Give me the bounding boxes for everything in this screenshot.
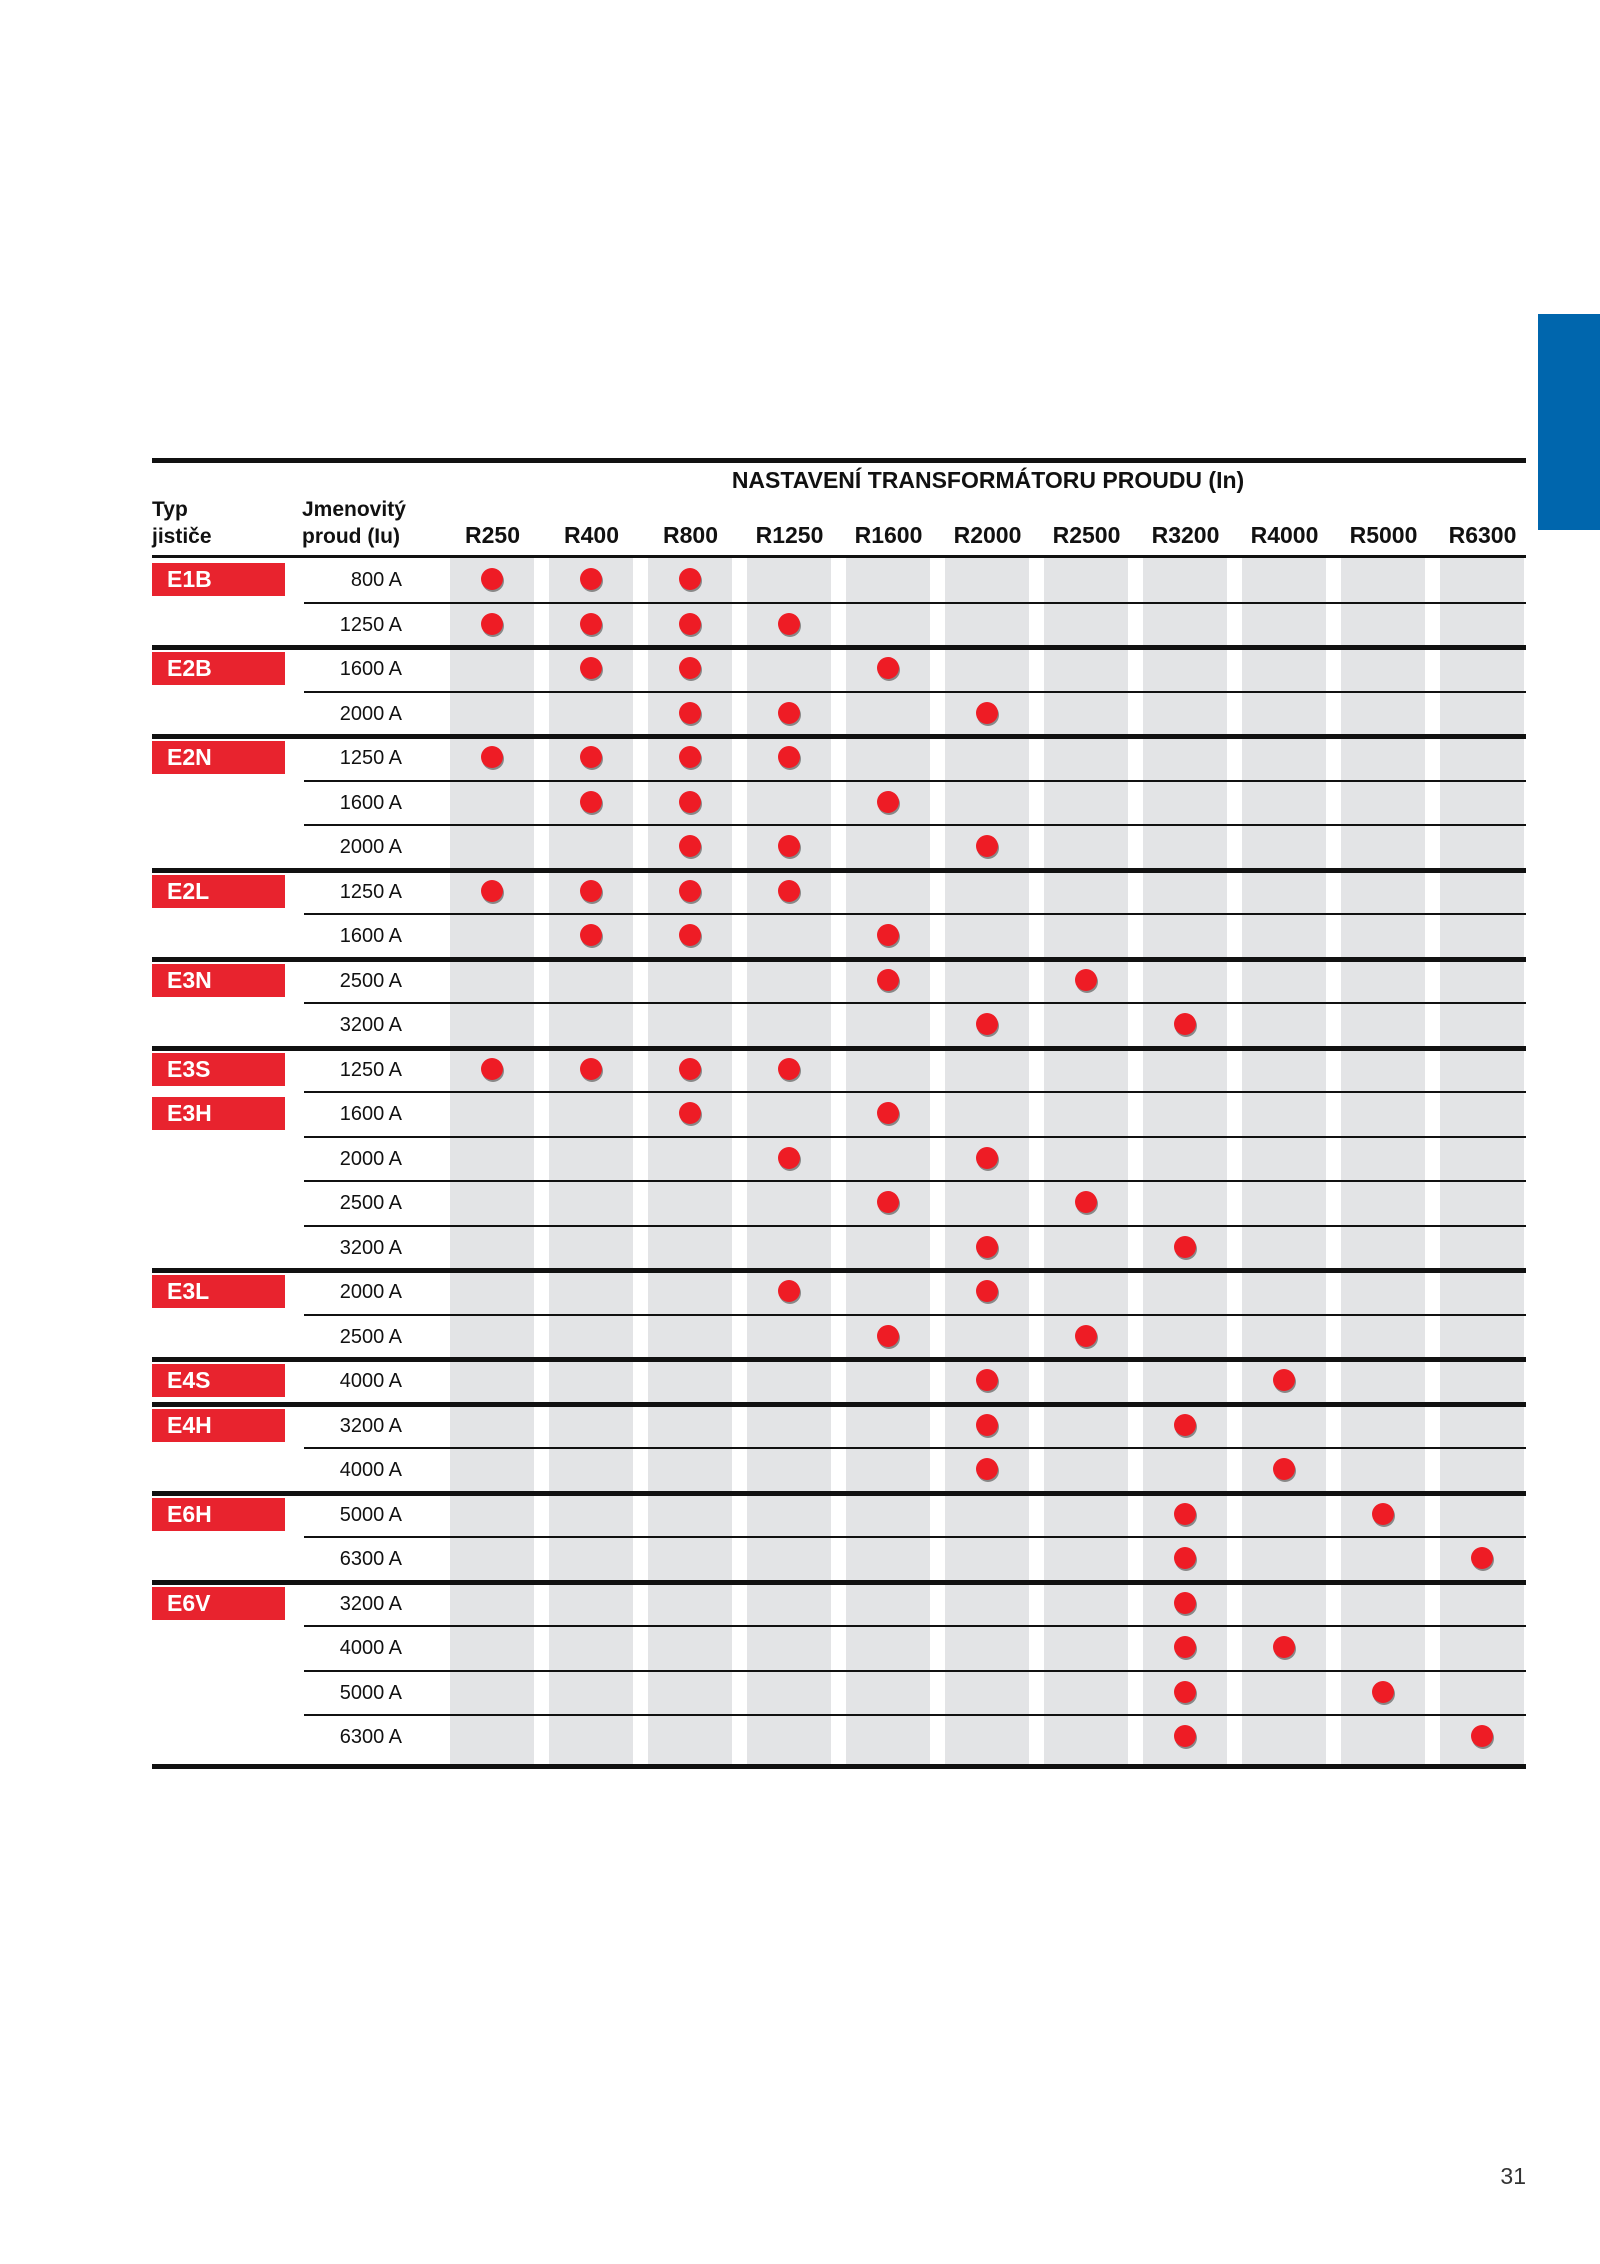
compatibility-dot — [778, 702, 800, 724]
group-separator — [152, 868, 1526, 873]
compatibility-dot — [1174, 1236, 1196, 1258]
row-separator — [304, 1180, 1526, 1182]
compatibility-dot — [1075, 969, 1097, 991]
breaker-type-badge: E6V — [152, 1587, 285, 1620]
compatibility-dot — [679, 702, 701, 724]
rated-current: 4000 A — [339, 1370, 402, 1393]
section-tab — [1538, 314, 1600, 530]
rated-current: 2000 A — [339, 1281, 402, 1304]
column-header: R5000 — [1349, 522, 1418, 548]
rated-current: 1250 A — [339, 747, 402, 770]
group-separator — [152, 957, 1526, 962]
group-separator — [152, 1357, 1526, 1362]
rated-current: 3200 A — [339, 1592, 402, 1615]
group-separator — [152, 1046, 1526, 1051]
bottom-rule — [152, 1764, 1526, 1769]
compatibility-dot — [1075, 1325, 1097, 1347]
row-separator — [304, 1714, 1526, 1716]
rated-current: 3200 A — [339, 1014, 402, 1037]
rated-current: 1600 A — [339, 791, 402, 814]
header-breaker-type-line2: jističe — [152, 525, 212, 548]
compatibility-dot — [1372, 1681, 1394, 1703]
compatibility-dot — [481, 880, 503, 902]
group-separator — [152, 645, 1526, 650]
ct-settings-table — [152, 458, 1526, 1771]
rated-current: 2500 A — [339, 1325, 402, 1348]
compatibility-dot — [1174, 1681, 1196, 1703]
compatibility-dot — [481, 613, 503, 635]
compatibility-dot — [1174, 1592, 1196, 1614]
compatibility-dot — [679, 1058, 701, 1080]
breaker-type-badge: E3S — [152, 1053, 285, 1086]
compatibility-dot — [877, 1325, 899, 1347]
rated-current: 5000 A — [339, 1503, 402, 1526]
rated-current: 1600 A — [339, 1103, 402, 1126]
breaker-type-badge: E1B — [152, 563, 285, 596]
row-separator — [304, 691, 1526, 693]
group-separator — [152, 1491, 1526, 1496]
compatibility-dot — [1174, 1414, 1196, 1436]
breaker-type-badge: E6H — [152, 1498, 285, 1531]
breaker-type-badge: E4H — [152, 1409, 285, 1442]
group-separator — [152, 1268, 1526, 1273]
compatibility-dot — [580, 613, 602, 635]
column-header: R1600 — [854, 522, 923, 548]
rated-current: 1600 A — [339, 925, 402, 948]
rated-current: 1250 A — [339, 880, 402, 903]
rated-current: 5000 A — [339, 1681, 402, 1704]
compatibility-dot — [976, 1236, 998, 1258]
compatibility-dot — [679, 791, 701, 813]
row-separator — [304, 913, 1526, 915]
column-header: R1250 — [755, 522, 824, 548]
compatibility-dot — [778, 880, 800, 902]
breaker-type-badge: E2L — [152, 875, 285, 908]
group-separator — [152, 1580, 1526, 1585]
compatibility-dot — [877, 791, 899, 813]
header-breaker-type-line1: Typ — [152, 498, 188, 521]
row-separator — [304, 780, 1526, 782]
rated-current: 1250 A — [339, 613, 402, 636]
column-header: R6300 — [1448, 522, 1517, 548]
rated-current: 6300 A — [339, 1548, 402, 1571]
breaker-type-badge: E3N — [152, 964, 285, 997]
compatibility-dot — [778, 1147, 800, 1169]
compatibility-dot — [679, 613, 701, 635]
rated-current: 2000 A — [339, 836, 402, 859]
table-title: NASTAVENÍ TRANSFORMÁTORU PROUDU (In) — [731, 467, 1245, 493]
row-separator — [304, 602, 1526, 604]
rated-current: 2500 A — [339, 969, 402, 992]
column-header: R250 — [465, 522, 520, 548]
column-header: R2500 — [1052, 522, 1121, 548]
rated-current: 2500 A — [339, 1192, 402, 1215]
top-rule — [152, 458, 1526, 463]
row-separator — [304, 1536, 1526, 1538]
compatibility-dot — [778, 1058, 800, 1080]
compatibility-dot — [1174, 1503, 1196, 1525]
group-separator — [152, 1402, 1526, 1407]
compatibility-dot — [1372, 1503, 1394, 1525]
compatibility-dot — [580, 1058, 602, 1080]
compatibility-dot — [976, 1147, 998, 1169]
rated-current: 3200 A — [339, 1236, 402, 1259]
row-separator — [304, 1225, 1526, 1227]
row-separator — [304, 1314, 1526, 1316]
compatibility-dot — [580, 880, 602, 902]
header-rated-current-line1: Jmenovitý — [302, 498, 406, 521]
rated-current: 6300 A — [339, 1726, 402, 1749]
column-header: R2000 — [953, 522, 1022, 548]
column-header: R800 — [663, 522, 718, 548]
compatibility-dot — [778, 613, 800, 635]
rated-current: 4000 A — [339, 1637, 402, 1660]
rated-current: 4000 A — [339, 1459, 402, 1482]
breaker-type-badge: E2B — [152, 652, 285, 685]
breaker-type-badge: E2N — [152, 741, 285, 774]
breaker-type-badge: E3H — [152, 1097, 285, 1130]
rated-current: 3200 A — [339, 1414, 402, 1437]
compatibility-dot — [580, 791, 602, 813]
page-number: 31 — [1500, 2163, 1526, 2189]
header-rated-current-line2: proud (Iu) — [302, 525, 400, 548]
rated-current: 2000 A — [339, 1147, 402, 1170]
row-separator — [304, 1091, 1526, 1093]
breaker-type-badge: E4S — [152, 1364, 285, 1397]
row-separator — [304, 1136, 1526, 1138]
breaker-type-badge: E3L — [152, 1275, 285, 1308]
row-separator — [304, 1002, 1526, 1004]
row-separator — [304, 1447, 1526, 1449]
compatibility-dot — [877, 969, 899, 991]
group-separator — [152, 734, 1526, 739]
row-separator — [304, 1625, 1526, 1627]
rated-current: 2000 A — [339, 702, 402, 725]
column-header: R3200 — [1151, 522, 1220, 548]
rated-current: 800 A — [350, 569, 402, 592]
compatibility-dot — [976, 1414, 998, 1436]
rated-current: 1250 A — [339, 1058, 402, 1081]
compatibility-dot — [976, 702, 998, 724]
compatibility-dot — [679, 880, 701, 902]
compatibility-dot — [481, 1058, 503, 1080]
rated-current: 1600 A — [339, 658, 402, 681]
column-header: R4000 — [1250, 522, 1319, 548]
row-separator — [304, 824, 1526, 826]
column-header: R400 — [564, 522, 619, 548]
row-separator — [304, 1670, 1526, 1672]
